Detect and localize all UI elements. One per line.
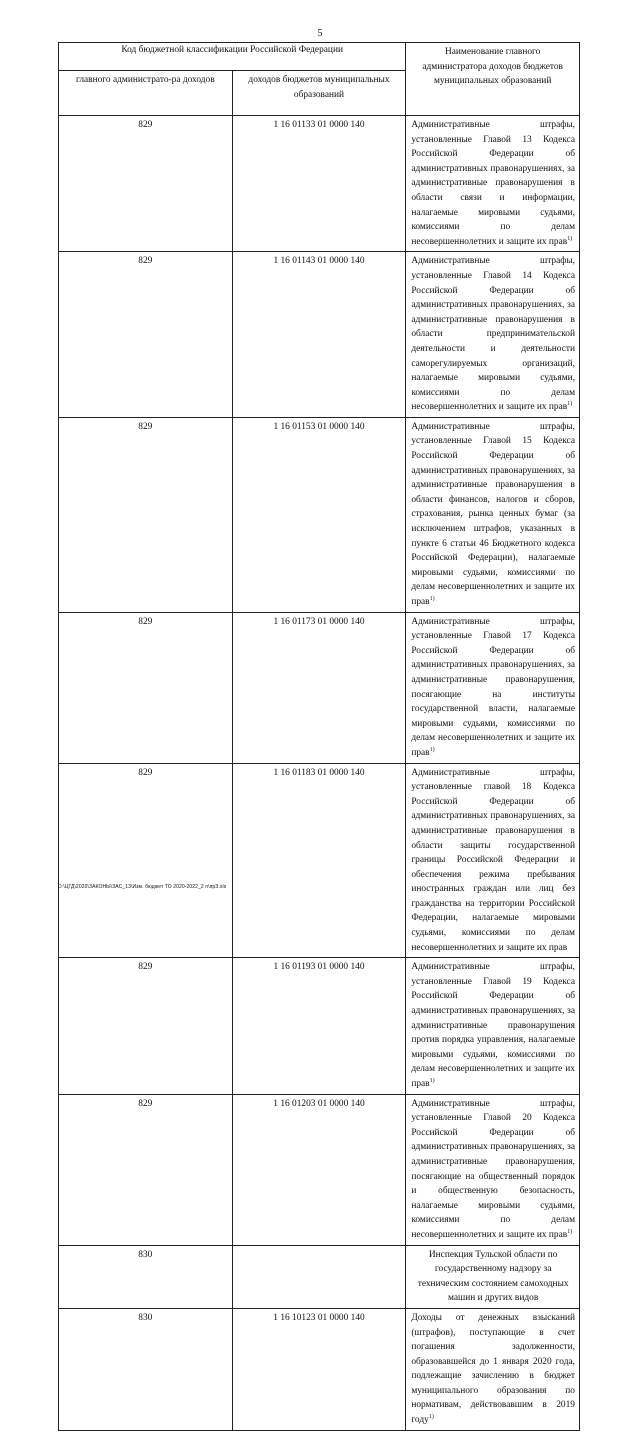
table-row xyxy=(59,1094,580,1245)
income-code-cell: 1 16 01193 01 0000 140 xyxy=(232,958,406,1094)
description-cell xyxy=(406,763,580,958)
kbk-header: Код бюджетной классификации Российской Федерации xyxy=(59,43,406,71)
table-row xyxy=(59,417,580,612)
description-cell xyxy=(406,1094,580,1245)
income-code-cell: 1 16 10123 01 0000 140 xyxy=(232,1308,406,1430)
footnote-marker: 1) xyxy=(567,1228,573,1235)
footnote-marker: 1) xyxy=(429,746,435,753)
footnote-marker: 1) xyxy=(429,1078,435,1084)
admin-code-cell: 829 xyxy=(59,1094,233,1245)
footnote-marker: 1) xyxy=(567,235,573,242)
description-cell xyxy=(406,958,580,1094)
table-row xyxy=(59,612,580,763)
income-code-cell: 1 16 01143 01 0000 140 xyxy=(232,252,406,418)
footnote-marker: 1) xyxy=(567,401,573,408)
table-row xyxy=(59,116,580,252)
table-row xyxy=(59,763,580,958)
admin-code-cell: 830 xyxy=(59,1245,233,1308)
admin-code-cell: 829 xyxy=(59,417,233,612)
admin-code-cell: 829 xyxy=(59,252,233,418)
admin-code-cell: 829 xyxy=(59,116,233,252)
description-text: Административные штрафы, установленные Главой 14 Кодекса Российской Федерации об административных правонарушениях, за административные правонарушения в области предпринимательской деятельности и деятельности саморегулируемых организаций, налагаемые мировыми судьями, комиссиями по делам несовершеннолетних и защите их прав xyxy=(411,256,575,413)
footnote-marker: 1) xyxy=(429,596,435,602)
table-row xyxy=(59,1308,580,1430)
description-cell xyxy=(406,417,580,612)
income-code-cell: 1 16 01153 01 0000 140 xyxy=(232,417,406,612)
description-text: Административные штрафы, установленные Главой 20 Кодекса Российской Федерации об административных правонарушениях, за административные правонарушения, посягающие на общественный порядок и общественную безопасность, налагаемые мировыми судьями, комиссиями по делам несовершеннолетних и защите их прав xyxy=(411,1098,575,1240)
income-code-cell: 1 16 01203 01 0000 140 xyxy=(232,1094,406,1245)
admin-name-header: Наименование главного администратора доходов бюджетов муниципальных образований xyxy=(406,43,580,116)
admin-code-cell: 829 xyxy=(59,612,233,763)
admin-code-cell: 829 xyxy=(59,958,233,1094)
description-text: Административные штрафы, установленные главой 18 Кодекса Российской Федерации об административных правонарушениях, за административные правонарушения в области защиты государственной границы Российской Федерации и обеспечения режима пребывания иностранных граждан или лиц без гражданства на территории Российской Федерации, налагаемые мировыми судьями, комиссиями по делам несовершеннолетних и защите их прав xyxy=(411,767,575,953)
income-code-header: доходов бюджетов муниципальных образований xyxy=(232,71,406,116)
description-cell xyxy=(406,116,580,252)
section-row xyxy=(59,1245,580,1308)
description-text: Доходы от денежных взысканий (штрафов), поступающие в счет погашения задолженности, образовавшейся до 1 января 2020 года, подлежащие зачислению в бюджет муниципального образования по нормативам, действовавшим в 2019 году xyxy=(411,1312,575,1426)
table-row xyxy=(59,252,580,418)
description-cell xyxy=(406,612,580,763)
description-cell xyxy=(406,1308,580,1430)
description-text: Административные штрафы, установленные Главой 19 Кодекса Российской Федерации об административных правонарушениях, за административные правонарушения против порядка управления, налагаемые мировыми судьями, комиссиями по делам несовершеннолетних и защите их прав xyxy=(411,962,575,1089)
income-code-cell: 1 16 01173 01 0000 140 xyxy=(232,612,406,763)
admin-code-header: главного администрато-ра доходов xyxy=(59,71,233,116)
description-text: Административные штрафы, установленные Главой 13 Кодекса Российской Федерации об административных правонарушениях, за административные правонарушения в области связи и информации, налагаемые мировыми судьями, комиссиями по делам несовершеннолетних и защите их прав xyxy=(411,120,575,247)
table-row xyxy=(59,958,580,1094)
income-code-cell xyxy=(232,1245,406,1308)
file-path-footer: D:\ЦГД\2020\ЗАКОНЫ\ЗАС_13\Изм. бюджет ТО 2020-2022_2 п\прЗ.xls xyxy=(58,884,227,890)
admin-code-cell: 829 xyxy=(59,763,233,958)
income-code-cell: 1 16 01183 01 0000 140 xyxy=(232,763,406,958)
description-cell xyxy=(406,252,580,418)
footnote-marker: 1) xyxy=(428,1414,434,1421)
page-number: 5 xyxy=(317,28,323,39)
admin-code-cell: 830 xyxy=(59,1308,233,1430)
section-title: Инспекция Тульской области по государственному надзору за техническим состоянием самоходных машин и других видов xyxy=(406,1245,580,1308)
budget-classification-table xyxy=(58,42,580,1431)
description-text: Административные штрафы, установленные Главой 17 Кодекса Российской Федерации об административных правонарушениях, за административные правонарушения, посягающие на институты государственной власти, налагаемые мировыми судьями, комиссиями по делам несовершеннолетних и защите их прав xyxy=(411,616,575,758)
description-text: Административные штрафы, установленные Главой 15 Кодекса Российской Федерации об административных правонарушениях, за административные правонарушения в области финансов, налогов и сборов, страхования, рынка ценных бумаг (за исключением штрафов, указанных в пункте 6 статьи 46 Бюджетного кодекса Российской Федерации), налагаемые мировыми судьями, комиссиями по делам несовершеннолетних и защите их прав xyxy=(411,421,575,607)
income-code-cell: 1 16 01133 01 0000 140 xyxy=(232,116,406,252)
